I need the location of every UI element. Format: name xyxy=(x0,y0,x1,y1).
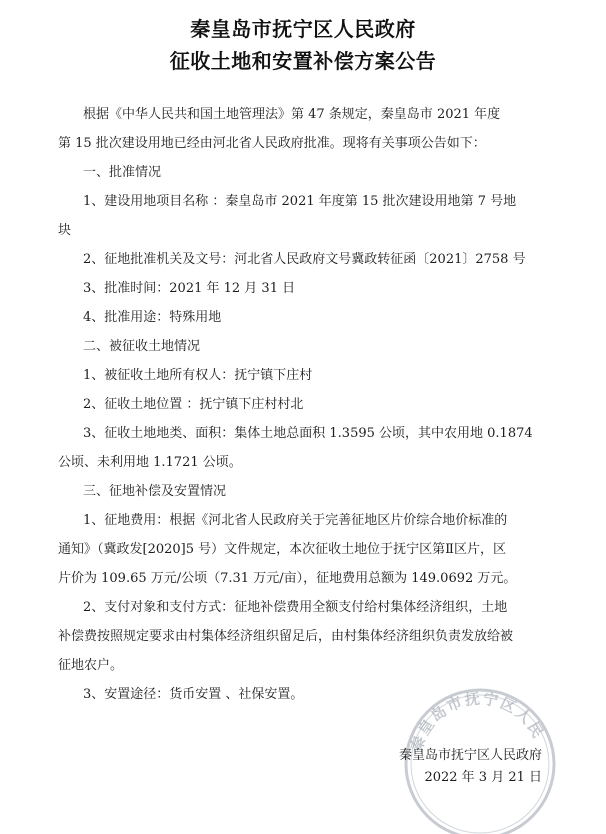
paragraph-line: 公顷、未利用地 1.1721 公顷。 xyxy=(58,455,242,470)
signature-date: 2022 年 3 月 21 日 xyxy=(424,770,542,785)
paragraph-line: 3、安置途径：货币安置 、社保安置。 xyxy=(83,687,304,702)
paragraph-line: 征地农户。 xyxy=(58,658,124,673)
title-line-2: 征收土地和安置补偿方案公告 xyxy=(169,49,437,73)
signature-organization: 秦皇岛市抚宁区人民政府 xyxy=(398,748,542,763)
svg-text:秦皇岛市抚宁区人民: 秦皇岛市抚宁区人民 xyxy=(407,689,548,754)
section-heading: 三、征地补偿及安置情况 xyxy=(83,484,227,499)
paragraph-line: 1、征地费用：根据《河北省人民政府关于完善征地区片价综合地价标准的 xyxy=(83,513,508,528)
paragraph-line: 2、支付对象和支付方式：征地补偿费用全额支付给村集体经济组织，土地 xyxy=(83,600,508,615)
title-line-1: 秦皇岛市抚宁区人民政府 xyxy=(190,17,416,41)
paragraph-line: 1、被征收土地所有权人：抚宁镇下庄村 xyxy=(83,368,313,383)
paragraph-line: 根据《中华人民共和国土地管理法》第 47 条规定，秦皇岛市 2021 年度 xyxy=(83,107,501,122)
paragraph-line: 2、征收土地位置 ：抚宁镇下庄村村北 xyxy=(83,397,304,412)
paragraph-line: 3、批准时间：2021 年 12 月 31 日 xyxy=(83,281,296,296)
paragraph-line: 1、建设用地项目名称 ：秦皇岛市 2021 年度第 15 批次建设用地第 7 号地 xyxy=(83,194,517,209)
paragraph-line: 2、征地批准机关及文号：河北省人民政府文号冀政转征函〔2021〕2758 号 xyxy=(83,252,526,267)
paragraph-line: 4、批准用途：特殊用地 xyxy=(83,310,222,325)
paragraph-line: 3、征收土地地类、面积：集体土地总面积 1.3595 公顷，其中农用地 0.1874 xyxy=(83,426,533,441)
paragraph-line: 补偿费按照规定要求由村集体经济组织留足后，由村集体经济组织负责发放给被 xyxy=(58,629,514,644)
paragraph-line: 第 15 批次建设用地已经由河北省人民政府批准。现将有关事项公告如下： xyxy=(58,136,486,151)
paragraph-line: 片价为 109.65 万元/公顷（7.31 万元/亩），征地费用总额为 149.0692 万元。 xyxy=(58,571,517,586)
section-heading: 一、批准情况 xyxy=(83,165,162,180)
paragraph-line: 块 xyxy=(58,223,72,238)
section-heading: 二、被征收土地情况 xyxy=(83,339,201,354)
paragraph-line: 通知》（冀政发[2020]5 号）文件规定，本次征收土地位于抚宁区第Ⅱ区片，区 xyxy=(58,542,506,557)
